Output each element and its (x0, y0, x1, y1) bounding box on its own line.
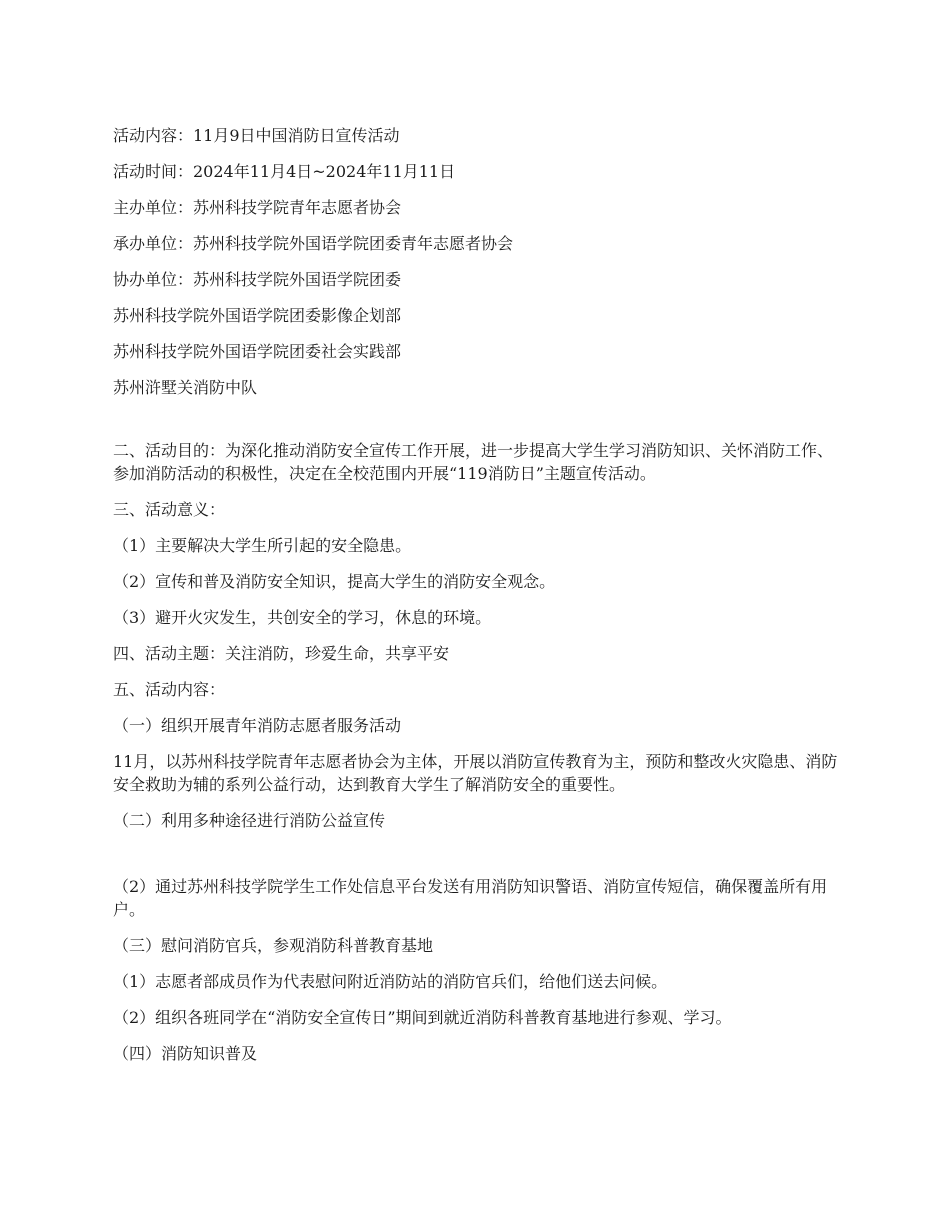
content-item: （2）通过苏州科技学院学生工作处信息平台发送有用消防知识警语、消防宣传短信，确保覆盖所有用户。 (113, 877, 828, 919)
subsection-heading: （一）组织开展青年消防志愿者服务活动 (113, 716, 402, 735)
significance-item: （2）宣传和普及消防安全知识，提高大学生的消防安全观念。 (113, 572, 556, 591)
section-theme: 四、活动主题：关注消防，珍爱生命，共享平安 (113, 644, 450, 663)
co-organizer-item: 苏州浒墅关消防中队 (113, 378, 258, 397)
content-item: （1）志愿者部成员作为代表慰问附近消防站的消防官兵们，给他们送去问候。 (113, 972, 668, 991)
subsection-heading: （二）利用多种途径进行消防公益宣传 (113, 811, 386, 830)
co-organizer-item: 苏州科技学院外国语学院团委影像企划部 (113, 306, 402, 325)
significance-item: （1）主要解决大学生所引起的安全隐患。 (113, 536, 412, 555)
subsection-heading: （四）消防知识普及 (113, 1044, 258, 1063)
activity-content-line: 活动内容：11月9日中国消防日宣传活动 (113, 126, 400, 145)
section-purpose: 二、活动目的：为深化推动消防安全宣传工作开展，进一步提高大学生学习消防知识、关怀消防工作、参加消防活动的积极性，决定在全校范围内开展“119消防日”主题宣传活动。 (113, 441, 834, 483)
activity-time-line: 活动时间：2024年11月4日~2024年11月11日 (113, 162, 456, 181)
co-organizer-item: 苏州科技学院外国语学院团委社会实践部 (113, 342, 402, 361)
host-unit-line: 主办单位：苏州科技学院青年志愿者协会 (113, 198, 402, 217)
organizer-unit-line: 承办单位：苏州科技学院外国语学院团委青年志愿者协会 (113, 234, 514, 253)
subsection-heading: （三）慰问消防官兵，参观消防科普教育基地 (113, 936, 434, 955)
content-item: （2）组织各班同学在“消防安全宣传日”期间到就近消防科普教育基地进行参观、学习。 (113, 1008, 732, 1027)
significance-item: （3）避开火灾发生，共创安全的学习，休息的环境。 (113, 608, 492, 627)
content-paragraph: 11月，以苏州科技学院青年志愿者协会为主体，开展以消防宣传教育为主，预防和整改火灾隐患、消防安全救助为辅的系列公益行动，达到教育大学生了解消防安全的重要性。 (113, 752, 838, 794)
document-body (113, 124, 848, 1078)
section-content-heading: 五、活动内容： (113, 680, 226, 699)
section-significance-heading: 三、活动意义： (113, 500, 226, 519)
co-organizer-unit-line: 协办单位：苏州科技学院外国语学院团委 (113, 270, 402, 289)
